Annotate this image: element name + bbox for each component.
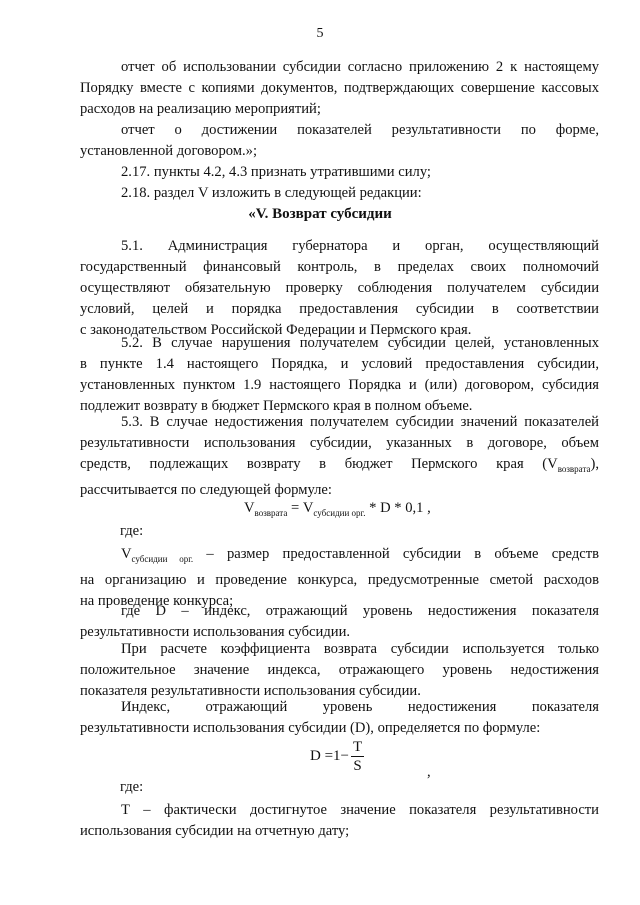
text-fragment: V: [121, 546, 132, 562]
text-line: где D – индекс, отражающий уровень недостижения показателя: [121, 603, 599, 619]
d-definition: [80, 601, 599, 643]
text-line: результативности использования субсидии.: [80, 624, 351, 640]
formula-symbol: * D * 0,1 ,: [365, 500, 431, 516]
text-line: расходов на реализацию мероприятий;: [80, 101, 321, 117]
text-line: результативности использования субсидии, указанных в договоре, объем: [80, 435, 599, 451]
text-line: [80, 544, 599, 570]
fraction-numerator: T: [353, 739, 363, 755]
fraction: [351, 738, 364, 775]
text-line: установленной договором.»;: [80, 143, 258, 159]
formula-symbol: = V: [287, 500, 314, 516]
text-line: государственный финансовый контроль, в пределах своих полномочий: [80, 259, 599, 275]
formula-subscript: субсидии орг.: [313, 507, 366, 518]
where-label: где:: [120, 523, 144, 539]
text-line: Индекс, отражающий уровень недостижения показателя: [121, 699, 599, 715]
text-fragment: средств, подлежащих возврату в бюджет Пермского края (V: [80, 456, 558, 472]
text-line: 2.18. раздел V изложить в следующей редакции:: [121, 185, 422, 201]
text-line: При расчете коэффициента возврата субсидии используется только: [121, 641, 599, 657]
formula-symbol: V: [244, 500, 255, 516]
fraction-denominator: S: [353, 758, 362, 774]
page-number: 5: [316, 26, 324, 41]
text-line: рассчитывается по следующей формуле:: [80, 481, 332, 498]
text-line: результативности использования субсидии (D), определяется по формуле:: [80, 720, 541, 736]
formula-subscript: возврата: [254, 507, 288, 518]
return-formula: [244, 500, 431, 518]
section-heading: «V. Возврат субсидии: [248, 206, 392, 222]
index-paragraph: [80, 697, 599, 739]
text-line: на проведение конкурса;: [80, 592, 234, 609]
subscript: субсидии орг.: [131, 553, 194, 564]
t-definition: [80, 800, 599, 842]
text-line: 2.17. пункты 4.2, 4.3 признать утратившими силу;: [121, 164, 431, 180]
subscript: возврата: [557, 463, 591, 474]
text-fragment: – размер предоставленной субсидии в объеме средств: [193, 546, 599, 562]
text-line: использования субсидии на отчетную дату;: [80, 823, 350, 839]
text-line: показателя результативности использования субсидии.: [80, 683, 421, 699]
text-line: отчет о достижении показателей результативности по форме,: [121, 122, 599, 138]
paragraph-5-3: [80, 412, 599, 501]
text-line: с законодательством Российской Федерации и Пермского края.: [80, 322, 472, 338]
text-line: 5.2. В случае нарушения получателем субсидии целей, установленных: [121, 335, 599, 351]
paragraph-5-2: [80, 333, 599, 417]
text-line: 5.1. Администрация губернатора и орган, осуществляющий: [121, 238, 599, 254]
text-line: на организацию и проведение конкурса, предусмотренные сметой расходов: [80, 571, 599, 588]
text-line: отчет об использовании субсидии согласно приложению 2 к настоящему: [121, 59, 599, 75]
text-line: Т – фактически достигнутое значение показателя результативности: [121, 802, 599, 818]
text-line: [80, 454, 599, 480]
index-formula: [310, 738, 364, 775]
text-line: Порядку вместе с копиями документов, подтверждающих совершение кассовых: [80, 80, 599, 96]
text-line: подлежит возврату в бюджет Пермского края в полном объеме.: [80, 398, 473, 414]
text-line: осуществляют обязательную проверку соблюдения получателем субсидии: [80, 280, 599, 296]
text-line: в пункте 1.4 настоящего Порядка, и условий предоставления субсидии,: [80, 356, 599, 372]
text-line: условий, целей и порядка предоставления субсидии в соответствии: [80, 301, 599, 317]
coefficient-paragraph: [80, 639, 599, 702]
report-items-block: [80, 57, 599, 204]
formula-comma: ,: [427, 764, 431, 780]
text-line: установленных пунктом 1.9 настоящего Порядка и (или) договором, субсидия: [80, 377, 599, 393]
text-line: 5.3. В случае недостижения получателем субсидии значений показателей: [121, 414, 599, 430]
where-label: где:: [120, 779, 144, 795]
formula-lhs: D =1−: [310, 747, 350, 764]
paragraph-5-1: [80, 236, 599, 341]
text-fragment: ),: [590, 456, 599, 472]
text-line: положительное значение индекса, отражающего уровень недостижения: [80, 662, 599, 678]
